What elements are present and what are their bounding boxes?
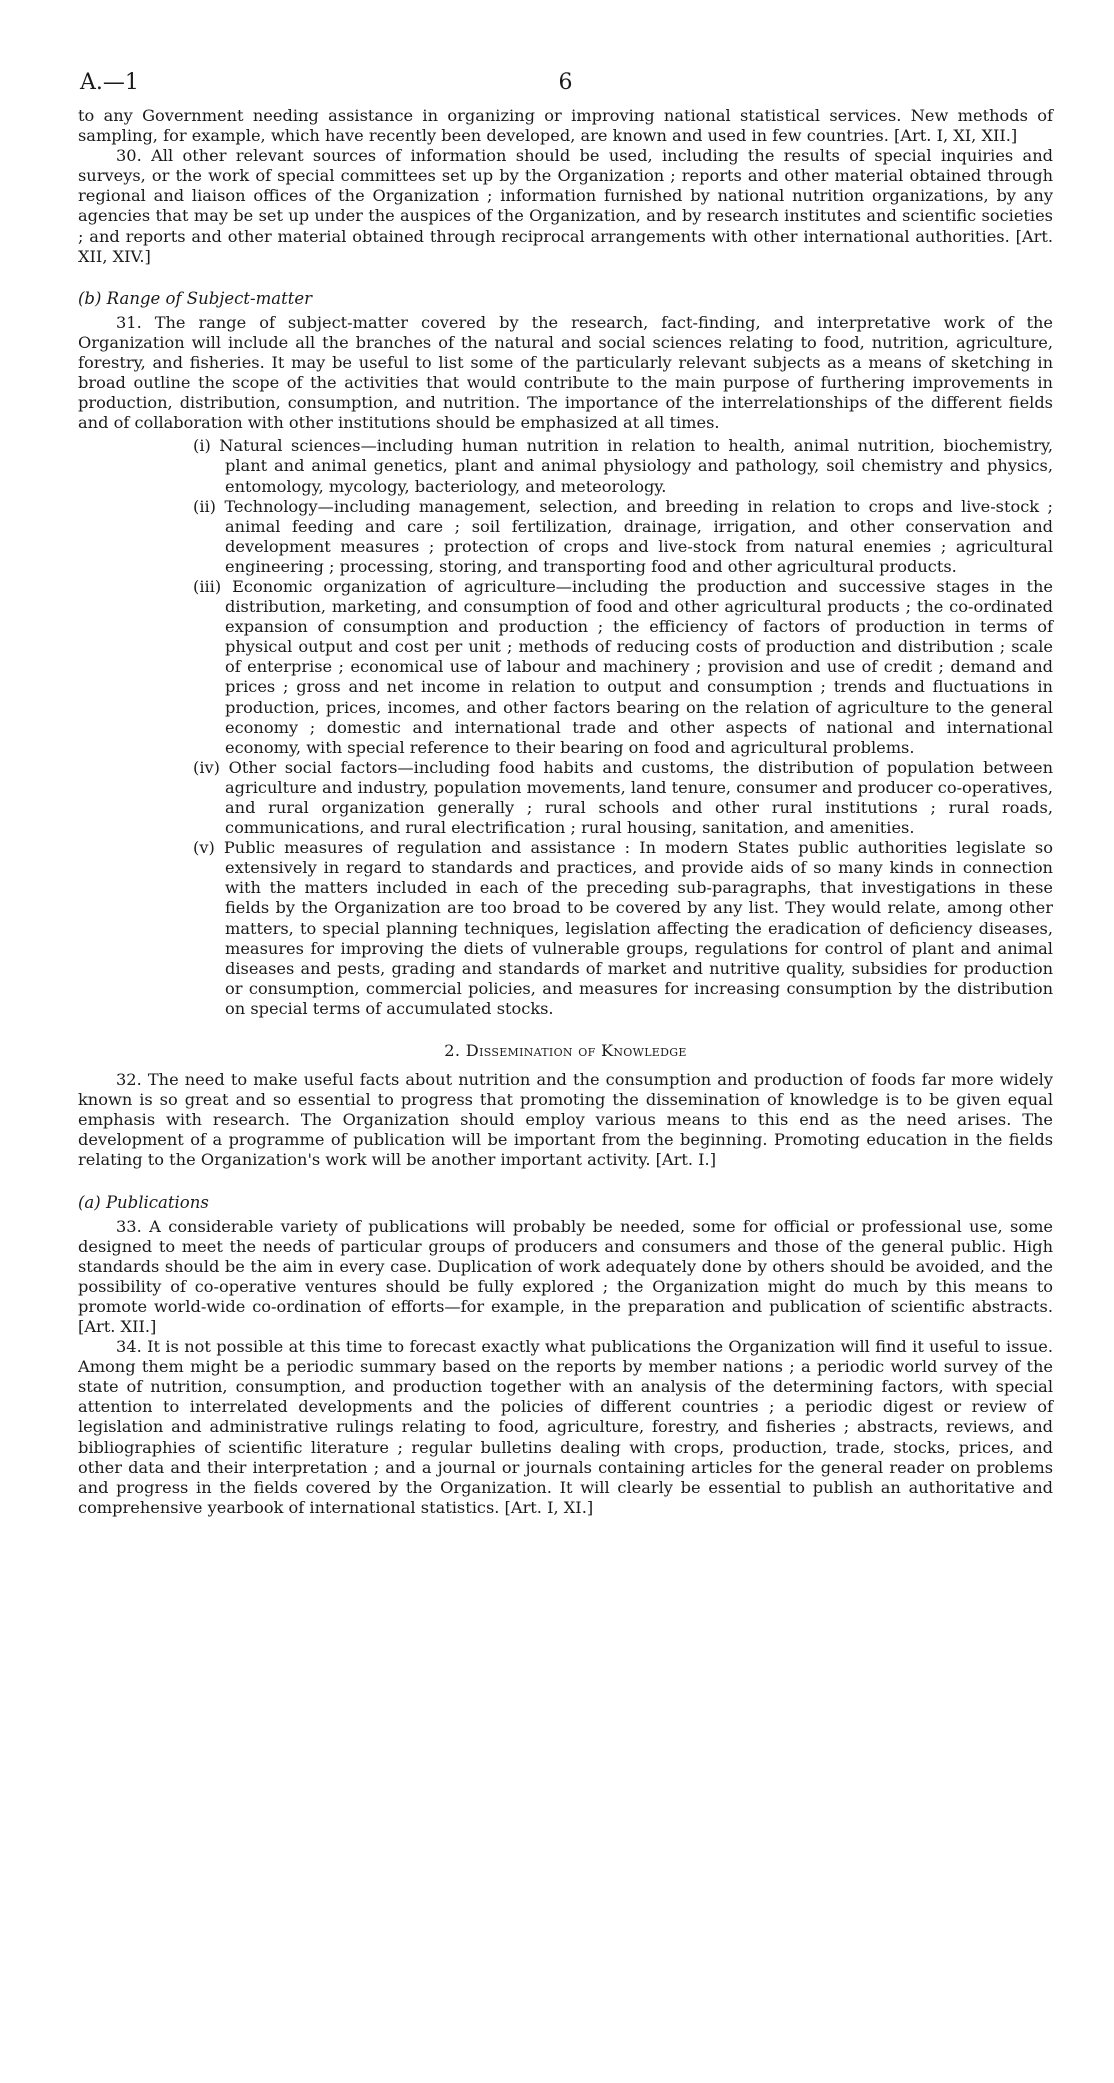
subheading-publications: (a) Publications xyxy=(78,1192,209,1212)
list-item xyxy=(193,838,1053,1019)
list-item-text: Economic organization of agriculture—including the production and successive stages in the distribution, marketing, and consumption of food and other agricultural products ; the co-ordinated expansion of consumption and production ; the efficiency of factors of production in terms of physical output and cost per unit ; methods of reducing costs of production and distribution ; scale of enterprise ; economical use of labour and machinery ; provision and use of credit ; demand and prices ; gross and net income in relation to output and consumption ; trends and fluctuations in production, prices, incomes, and other factors bearing on the relation of agriculture to the general economy ; domestic and international trade and other aspects of national and international economy, with special reference to their bearing on food and agricultural problems. xyxy=(225,576,1053,757)
section-heading-dissemination: 2. Dissemination of Knowledge xyxy=(444,1041,687,1061)
paragraph-33: 33. A considerable variety of publications will probably be needed, some for official or professional use, some designed to meet the needs of particular groups of producers and consumers and those of the general public. High standards should be the aim in every case. Duplication of work adequately done by others should be avoided, and the possibility of co-operative ventures should be fully explored ; the Organization might do much by this means to promote world-wide co-ordination of efforts—for example, in the preparation and publication of scientific abstracts. [Art. XII.] xyxy=(78,1216,1053,1336)
page-header xyxy=(78,66,1053,106)
list-item-label: (v) xyxy=(193,838,215,858)
list-item-label: (iii) xyxy=(193,576,222,596)
list-item xyxy=(193,577,1053,758)
list-item-text: Natural sciences—including human nutrition in relation to health, animal nutrition, biochemistry, plant and animal genetics, plant and animal physiology and pathology, soil chemistry and physics, entomology, mycology, bacteriology, and meteorology. xyxy=(219,436,1053,496)
list-item-label: (iv) xyxy=(193,757,220,777)
list-item-label: (i) xyxy=(193,436,211,456)
list-item xyxy=(193,758,1053,838)
list-item-text: Other social factors—including food habits and customs, the distribution of population between agriculture and industry, population movements, land tenure, consumer and producer co-operatives, and rural organization generally ; rural schools and other rural institutions ; rural roads, communications, and rural electrification ; rural housing, sanitation, and amenities. xyxy=(225,757,1053,838)
list-item-text: Technology—including management, selection, and breeding in relation to crops and live-stock ; animal feeding and care ; soil fertilization, drainage, irrigation, and other conservation and development measures ; protection of crops and live-stock from natural enemies ; agricultural engineering ; processing, storing, and transporting food and other agricultural products. xyxy=(224,496,1053,576)
page-number: 6 xyxy=(558,70,573,95)
paragraph-32: 32. The need to make useful facts about nutrition and the consumption and production of foods far more widely known is so great and so essential to progress that promoting the dissemination of knowledge is to be given equal emphasis with research. The Organization should employ various means to this end as the need arises. The development of a programme of publication will be important from the beginning. Promoting education in the fields relating to the Organization's work will be another important activity. [Art. I.] xyxy=(78,1070,1053,1170)
list-item xyxy=(193,436,1053,496)
paragraph-30: 30. All other relevant sources of information should be used, including the results of special inquiries and surveys, or the work of special committees set up by the Organization ; reports and other material obtained through regional and liaison offices of the Organization ; information furnished by national nutrition organizations, by any agencies that may be set up under the auspices of the Organization, and by research institutes and scientific societies ; and reports and other material obtained through reciprocal arrangements with other international authorities. [Art. XII, XIV.] xyxy=(78,146,1053,266)
document-reference: A.—1 xyxy=(80,70,139,95)
subheading-range-of-subject-matter: (b) Range of Subject-matter xyxy=(78,288,313,308)
subject-list xyxy=(193,436,1053,1019)
list-item-label: (ii) xyxy=(193,496,216,516)
list-item xyxy=(193,497,1053,577)
paragraph-31: 31. The range of subject-matter covered by the research, fact-finding, and interpretative work of the Organization will include all the branches of the natural and social sciences relating to food, nutrition, agriculture, forestry, and fisheries. It may be useful to list some of the particularly relevant subjects as a means of sketching in broad outline the scope of the activities that would contribute to the main purpose of furthering improvements in production, distribution, consumption, and nutrition. The importance of the interrelationships of the different fields and of collaboration with other institutions should be emphasized at all times. xyxy=(78,312,1053,433)
paragraph-continued: to any Government needing assistance in organizing or improving national statistical services. New methods of sampling, for example, which have recently been developed, are known and used in few countries. [Art. I, XI, XII.] xyxy=(78,106,1053,146)
paragraph-34: 34. It is not possible at this time to forecast exactly what publications the Organization will find it useful to issue. Among them might be a periodic summary based on the reports by member nations ; a periodic world survey of the state of nutrition, consumption, and production together with an analysis of the determining factors, with special attention to interrelated developments and the policies of different countries ; a periodic digest or review of legislation and administrative rulings relating to food, agriculture, forestry, and fisheries ; abstracts, reviews, and bibliographies of scientific literature ; regular bulletins dealing with crops, production, trade, stocks, prices, and other data and their interpretation ; and a journal or journals containing articles for the general reader on problems and progress in the fields covered by the Organization. It will clearly be essential to publish an authoritative and comprehensive yearbook of international statistics. [Art. I, XI.] xyxy=(78,1337,1053,1517)
document-page xyxy=(78,66,1053,1518)
list-item-text: Public measures of regulation and assistance : In modern States public authorities legislate so extensively in regard to standards and practices, and provide aids of so many kinds in connection with the matters included in each of the preceding sub-paragraphs, that investigations in these fields by the Organization are too broad to be covered by any list. They would relate, among other matters, to special planning techniques, legislation affecting the eradication of deficiency diseases, measures for improving the diets of vulnerable groups, regulations for control of plant and animal diseases and pests, grading and standards of market and nutritive quality, subsidies for production or consumption, commercial policies, and measures for increasing consumption by the distribution on special terms of accumulated stocks. xyxy=(223,838,1053,1018)
